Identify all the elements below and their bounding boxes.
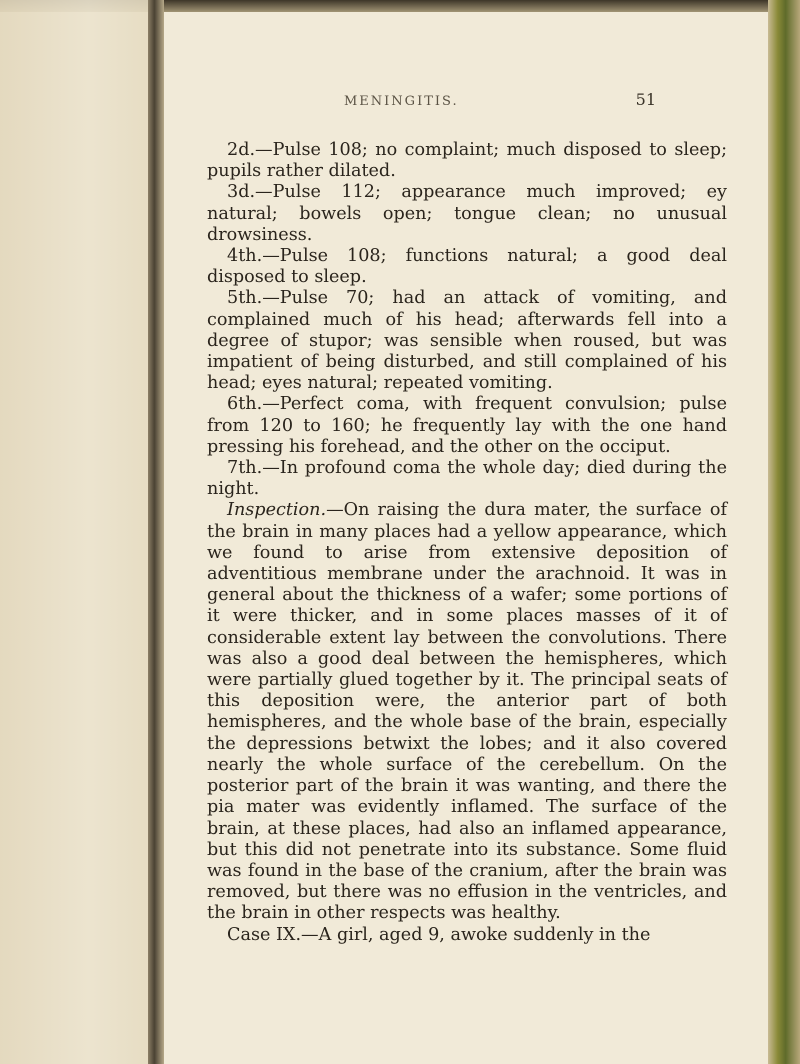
paragraph-day-3: 3d.—Pulse 112; appearance much improved; ey natural; bowels open; tongue clean; no unusual drowsiness. [207, 182, 727, 245]
page-edge-right [768, 0, 800, 1064]
paragraph-day-2: 2d.—Pulse 108; no complaint; much disposed to sleep; pupils rather dilated. [207, 140, 727, 182]
book-gutter [148, 0, 164, 1064]
facing-page-bleed [0, 0, 148, 1064]
paragraph-day-4: 4th.—Pulse 108; functions natural; a good deal disposed to sleep. [207, 246, 727, 288]
paragraph-day-7: 7th.—In profound coma the whole day; died during the night. [207, 458, 727, 500]
paragraph-case-ix: Case IX.—A girl, aged 9, awoke suddenly in the [227, 924, 651, 945]
body-text [207, 140, 727, 946]
paragraph-day-6: 6th.—Perfect coma, with frequent convulsion; pulse from 120 to 160; he frequently lay with the one hand pressing his forehead, and the other on the occiput. [207, 394, 727, 457]
paragraph-day-5: 5th.—Pulse 70; had an attack of vomiting, and complained much of his head; afterwards fell into a degree of stupor; was sensible when roused, but was impatient of being disturbed, and still complained of his head; eyes natural; repeated vomiting. [207, 288, 727, 394]
paragraph-inspection: Inspection.—On raising the dura mater, the surface of the brain in many places had a yellow appearance, which we found to arise from extensive deposition of adventitious membrane under the arachnoid. It was in general about the thickness of a wafer; some portions of it were thicker, and in some places masses of it of considerable extent lay between the convolutions. There was also a good deal between the hemispheres, which were partially glued together by it. The principal seats of this deposition were, the anterior part of both hemispheres, and the whole base of the brain, especially the depressions betwixt the lobes; and it also covered nearly the whole surface of the cerebellum. On the posterior part of the brain it was wanting, and there the pia mater was evidently inflamed. The surface of the brain, at these places, had also an inflamed appearance, but this did not penetrate into its substance. Some fluid was found in the base of the cranium, after the brain was removed, but there was no effusion in the ventricles, and the brain in other respects was healthy. [207, 500, 727, 924]
page-number: 51 [635, 90, 656, 109]
running-title: MENINGITIS. [344, 94, 459, 109]
inspection-lead: Inspection. [227, 500, 327, 521]
page-header [164, 90, 768, 116]
book-page [164, 12, 768, 1064]
